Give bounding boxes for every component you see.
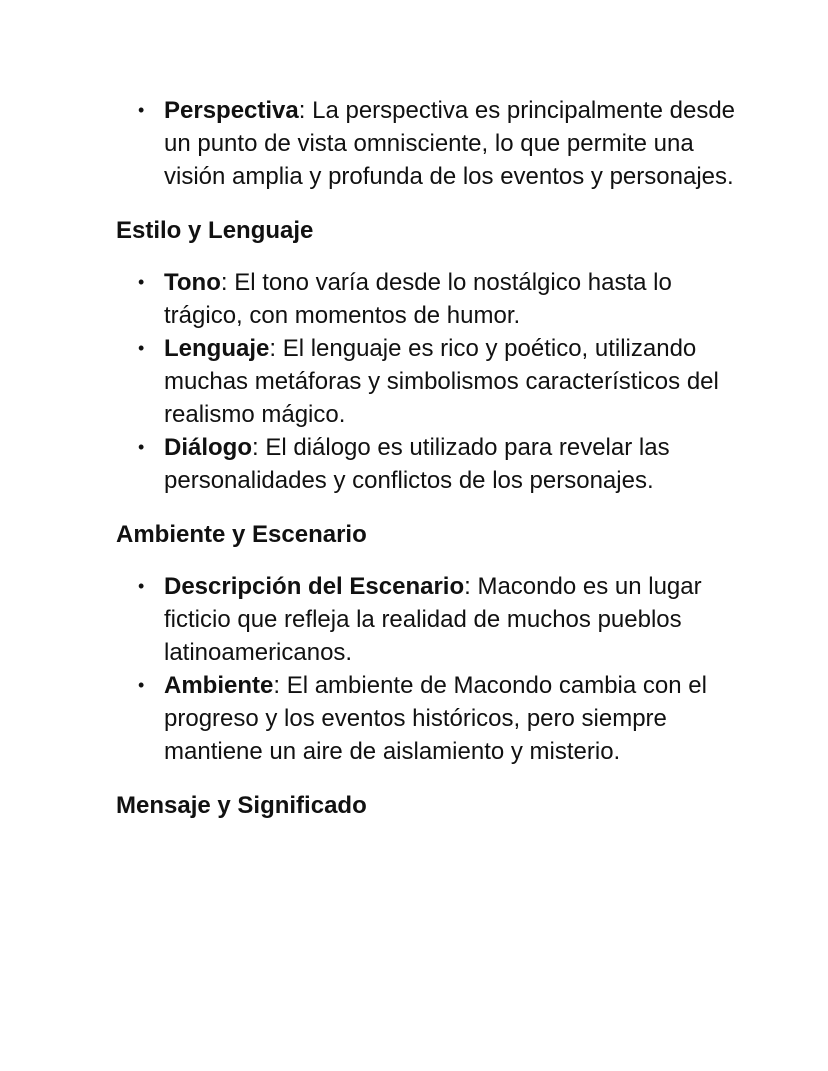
bullet-list — [116, 94, 756, 193]
section-heading-mensaje: Mensaje y Significado — [116, 792, 367, 819]
section-heading-estilo: Estilo y Lenguaje — [116, 217, 314, 244]
term-label: Descripción del Escenario — [164, 573, 465, 600]
bullet-icon: • — [138, 675, 145, 695]
term-label: Lenguaje — [164, 335, 270, 362]
bullet-list — [116, 266, 756, 497]
bullet-icon: • — [138, 437, 145, 457]
list-item-ambiente — [116, 669, 756, 768]
term-description: : El ambiente de Macondo cambia con el progreso y los eventos históricos, pero siempre mantiene un aire de aislamiento y misterio. — [164, 672, 707, 765]
bullet-icon: • — [138, 576, 145, 596]
bullet-list — [116, 570, 756, 768]
term-description: : El tono varía desde lo nostálgico hasta lo trágico, con momentos de humor. — [164, 269, 672, 329]
list-item-lenguaje — [116, 332, 756, 431]
term-description: : La perspectiva es principalmente desde un punto de vista omnisciente, lo que permite una visión amplia y profunda de los eventos y personajes. — [164, 97, 736, 190]
list-item-descripcion-escenario — [116, 570, 756, 669]
list-item-tono — [116, 266, 756, 332]
bullet-icon: • — [138, 100, 145, 120]
list-item-dialogo — [116, 431, 756, 497]
term-label: Ambiente — [164, 672, 274, 699]
term-description: : El lenguaje es rico y poético, utilizando muchas metáforas y simbolismos característicos del realismo mágico. — [164, 335, 719, 428]
term-description: : El diálogo es utilizado para revelar las personalidades y conflictos de los personajes. — [164, 434, 670, 494]
term-description: : Macondo es un lugar ficticio que refleja la realidad de muchos pueblos latinoamericanos. — [164, 573, 702, 666]
term-label: Diálogo — [164, 434, 252, 461]
term-label: Perspectiva — [164, 97, 299, 124]
term-label: Tono — [164, 269, 221, 296]
document-page — [116, 94, 756, 822]
bullet-icon: • — [138, 272, 145, 292]
list-item-perspectiva — [116, 94, 756, 193]
bullet-icon: • — [138, 338, 145, 358]
section-heading-ambiente: Ambiente y Escenario — [116, 521, 367, 548]
